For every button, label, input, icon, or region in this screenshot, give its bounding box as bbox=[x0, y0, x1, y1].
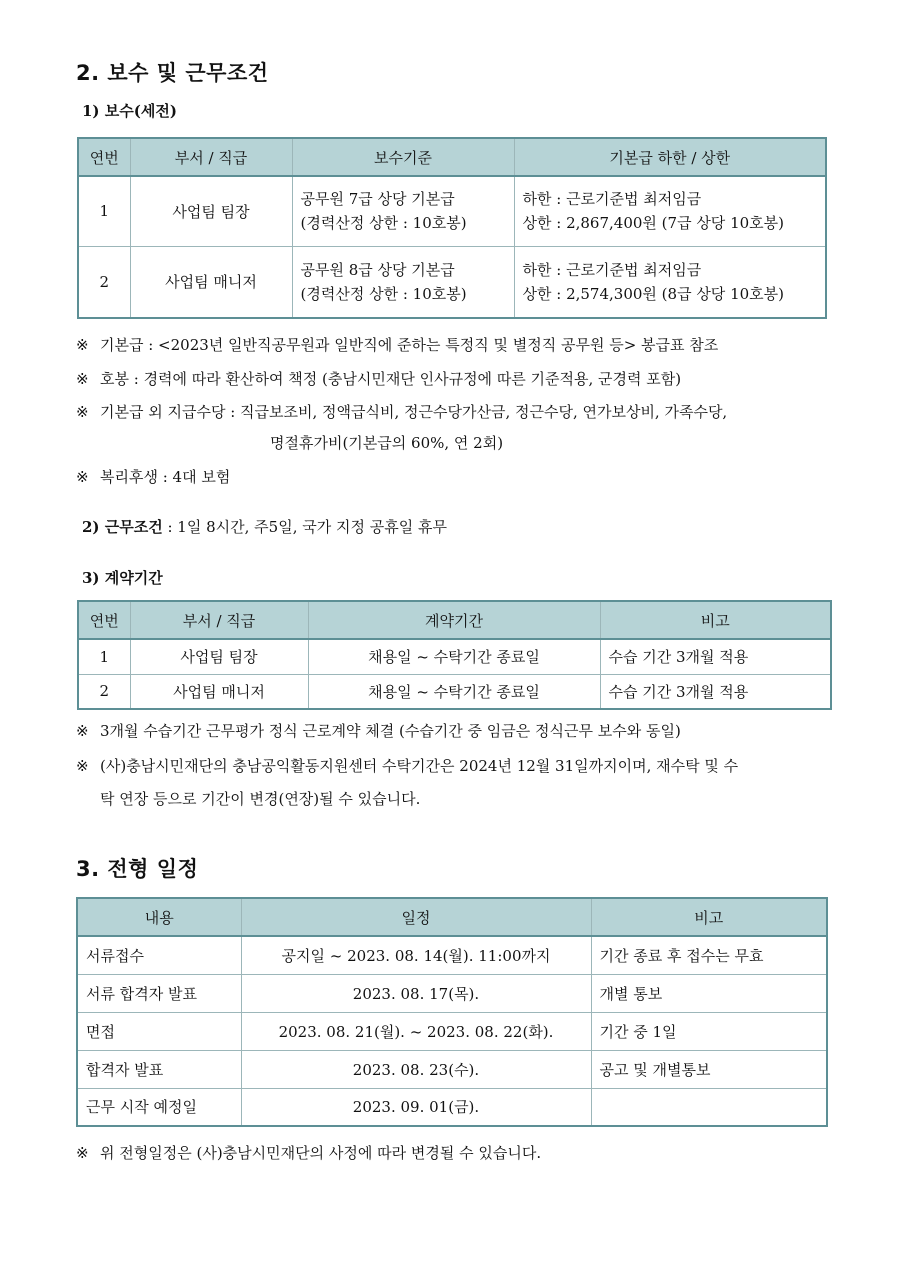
table-row bbox=[78, 176, 826, 246]
header-note: 비고 bbox=[600, 601, 831, 639]
pay-note: ※ 기본급 외 지급수당 : 직급보조비, 정액급식비, 정근수당가산금, 정근수당, 연가보상비, 가족수당, bbox=[76, 403, 728, 421]
section-3-title: 3. 전형 일정 bbox=[76, 857, 199, 881]
pay-table bbox=[77, 137, 827, 319]
contract-note: ※ 3개월 수습기간 근무평가 정식 근로계약 체결 (수습기간 중 임금은 정식근무 보수와 동일) bbox=[76, 722, 681, 740]
table-row bbox=[77, 1012, 827, 1050]
contract-note-continued: 탁 연장 등으로 기간이 변경(연장)될 수 있습니다. bbox=[100, 790, 421, 808]
schedule-note: ※ 위 전형일정은 (사)충남시민재단의 사정에 따라 변경될 수 있습니다. bbox=[76, 1144, 542, 1162]
row-role: 사업팀 매니저 bbox=[130, 674, 308, 709]
header-range: 기본급 하한 / 상한 bbox=[514, 138, 826, 176]
row-role: 사업팀 팀장 bbox=[130, 639, 308, 674]
row-period: 채용일 ~ 수탁기간 종료일 bbox=[308, 674, 600, 709]
row-note bbox=[591, 1088, 827, 1126]
table-row bbox=[77, 1050, 827, 1088]
row-range: 하한 : 근로기준법 최저임금 상한 : 2,574,300원 (8급 상당 10호봉) bbox=[514, 246, 826, 318]
row-note: 공고 및 개별통보 bbox=[591, 1050, 827, 1088]
row-basis: 공무원 7급 상당 기본급 (경력산정 상한 : 10호봉) bbox=[292, 176, 514, 246]
row-note: 수습 기간 3개월 적용 bbox=[600, 674, 831, 709]
work-conditions: 2) 근무조건 : 1일 8시간, 주5일, 국가 지정 공휴일 휴무 bbox=[82, 518, 447, 536]
row-item: 서류 합격자 발표 bbox=[77, 974, 241, 1012]
header-no: 연번 bbox=[78, 601, 130, 639]
header-no: 연번 bbox=[78, 138, 130, 176]
row-note: 수습 기간 3개월 적용 bbox=[600, 639, 831, 674]
row-no: 1 bbox=[78, 639, 130, 674]
table-row bbox=[78, 674, 831, 709]
table-row bbox=[77, 974, 827, 1012]
row-date: 2023. 09. 01(금). bbox=[241, 1088, 591, 1126]
pay-subtitle: 1) 보수(세전) bbox=[82, 102, 177, 120]
table-row bbox=[77, 936, 827, 974]
row-no: 2 bbox=[78, 246, 130, 318]
schedule-table-header bbox=[77, 898, 827, 936]
pay-table-header bbox=[78, 138, 826, 176]
row-note: 기간 종료 후 접수는 무효 bbox=[591, 936, 827, 974]
row-note: 기간 중 1일 bbox=[591, 1012, 827, 1050]
row-range: 하한 : 근로기준법 최저임금 상한 : 2,867,400원 (7급 상당 10호봉) bbox=[514, 176, 826, 246]
pay-note: ※ 기본급 : <2023년 일반직공무원과 일반직에 준하는 특정직 및 별정직 공무원 등> 봉급표 참조 bbox=[76, 336, 719, 354]
row-date: 공지일 ~ 2023. 08. 14(월). 11:00까지 bbox=[241, 936, 591, 974]
header-basis: 보수기준 bbox=[292, 138, 514, 176]
row-item: 근무 시작 예정일 bbox=[77, 1088, 241, 1126]
contract-note: ※ (사)충남시민재단의 충남공익활동지원센터 수탁기간은 2024년 12월 31일까지이며, 재수탁 및 수 bbox=[76, 757, 739, 775]
table-row bbox=[78, 639, 831, 674]
contract-subtitle: 3) 계약기간 bbox=[82, 569, 163, 587]
pay-note: ※ 호봉 : 경력에 따라 환산하여 책정 (충남시민재단 인사규정에 따른 기준적용, 군경력 포함) bbox=[76, 370, 682, 388]
row-date: 2023. 08. 17(목). bbox=[241, 974, 591, 1012]
row-basis: 공무원 8급 상당 기본급 (경력산정 상한 : 10호봉) bbox=[292, 246, 514, 318]
schedule-table bbox=[76, 897, 828, 1127]
header-item: 내용 bbox=[77, 898, 241, 936]
row-no: 2 bbox=[78, 674, 130, 709]
contract-table bbox=[77, 600, 832, 710]
row-item: 합격자 발표 bbox=[77, 1050, 241, 1088]
section-2-title: 2. 보수 및 근무조건 bbox=[76, 61, 269, 85]
contract-table-header bbox=[78, 601, 831, 639]
row-role: 사업팀 팀장 bbox=[130, 176, 292, 246]
row-note: 개별 통보 bbox=[591, 974, 827, 1012]
row-role: 사업팀 매니저 bbox=[130, 246, 292, 318]
pay-note-continued: 명절휴가비(기본급의 60%, 연 2회) bbox=[270, 434, 504, 452]
table-row bbox=[78, 246, 826, 318]
row-date: 2023. 08. 23(수). bbox=[241, 1050, 591, 1088]
pay-note: ※ 복리후생 : 4대 보험 bbox=[76, 468, 231, 486]
row-item: 서류접수 bbox=[77, 936, 241, 974]
header-role: 부서 / 직급 bbox=[130, 138, 292, 176]
header-note: 비고 bbox=[591, 898, 827, 936]
row-date: 2023. 08. 21(월). ~ 2023. 08. 22(화). bbox=[241, 1012, 591, 1050]
header-period: 계약기간 bbox=[308, 601, 600, 639]
row-no: 1 bbox=[78, 176, 130, 246]
row-period: 채용일 ~ 수탁기간 종료일 bbox=[308, 639, 600, 674]
table-row bbox=[77, 1088, 827, 1126]
header-role: 부서 / 직급 bbox=[130, 601, 308, 639]
row-item: 면접 bbox=[77, 1012, 241, 1050]
header-date: 일정 bbox=[241, 898, 591, 936]
